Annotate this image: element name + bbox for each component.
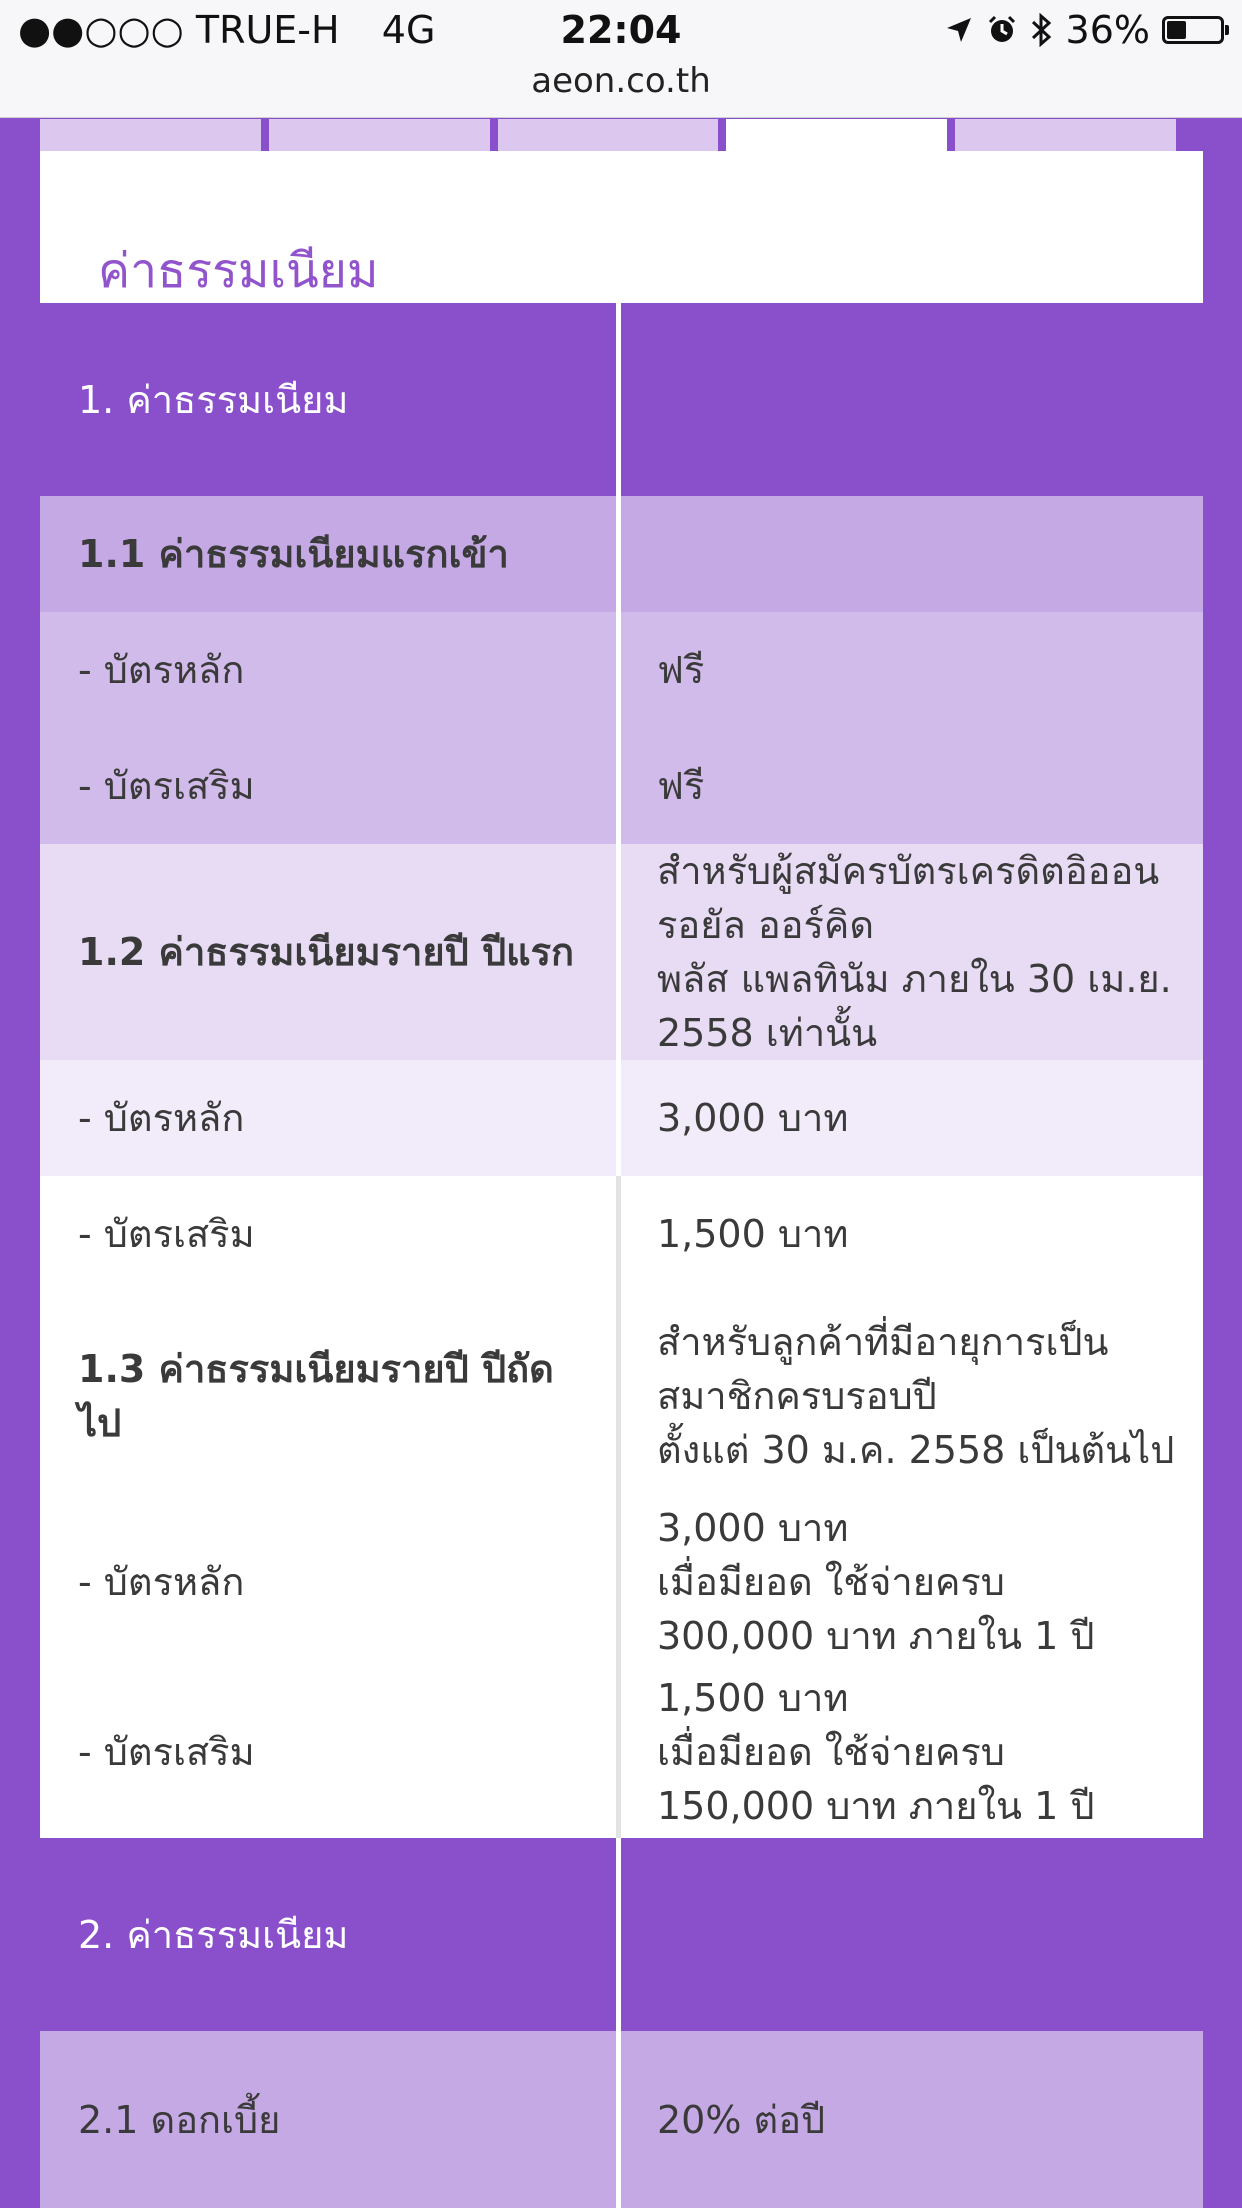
fee-label-cell: 1.3 ค่าธรรมเนียมรายปี ปีถัดไป bbox=[40, 1292, 621, 1499]
fee-label-cell: - บัตรหลัก bbox=[40, 1060, 621, 1176]
battery-icon bbox=[1162, 16, 1224, 44]
table-row bbox=[40, 1176, 1203, 1292]
section-row bbox=[40, 1838, 1203, 2031]
tab-2[interactable] bbox=[269, 119, 490, 151]
card-title: ค่าธรรมเนียม bbox=[98, 243, 379, 299]
subsection-row bbox=[40, 496, 1203, 612]
fee-value-cell bbox=[621, 496, 1203, 612]
tab-4[interactable] bbox=[726, 119, 947, 151]
clock: 22:04 bbox=[560, 8, 682, 52]
status-icons bbox=[944, 8, 1224, 52]
fee-value-cell: 1,500 บาท bbox=[657, 1212, 849, 1256]
fee-label-cell: 1.1 ค่าธรรมเนียมแรกเข้า bbox=[40, 496, 621, 612]
table-row bbox=[40, 612, 1203, 728]
fee-value-cell: 20% ต่อปี bbox=[657, 2097, 826, 2142]
url-domain: aeon.co.th bbox=[531, 61, 711, 101]
fee-label-cell: 2.1 ดอกเบี้ย bbox=[40, 2031, 621, 2208]
battery-percent: 36% bbox=[1065, 8, 1150, 52]
battery-level bbox=[1167, 21, 1186, 39]
fee-value-cell: สำหรับผู้สมัครบัตรเครดิตอิออน รอยัล ออร์คิด พลัส แพลทินัม ภายใน 30 เม.ย. 2558 เท่านั้น bbox=[657, 849, 1172, 1055]
fee-value-cell: 3,000 บาท เมื่อมียอด ใช้จ่ายครบ 300,000 บาท ภายใน 1 ปี bbox=[657, 1506, 1095, 1658]
tab-5[interactable] bbox=[955, 119, 1176, 151]
fee-card bbox=[40, 151, 1203, 2208]
fee-label-cell: 2. ค่าธรรมเนียม bbox=[40, 1838, 621, 2031]
fee-label-cell: - บัตรหลัก bbox=[40, 612, 621, 728]
fee-value-cell bbox=[621, 1838, 1203, 2031]
fee-value-cell bbox=[621, 303, 1203, 496]
subsection-row bbox=[40, 1292, 1203, 1499]
tab-3[interactable] bbox=[498, 119, 719, 151]
fee-label-cell: - บัตรเสริม bbox=[40, 728, 621, 844]
bluetooth-icon bbox=[1030, 13, 1054, 47]
subsection-row bbox=[40, 844, 1203, 1060]
section-row bbox=[40, 303, 1203, 496]
fee-value-cell: ฟรี bbox=[657, 764, 705, 808]
table-row bbox=[40, 728, 1203, 844]
carrier-label: ●●○○○ TRUE-H bbox=[18, 8, 340, 52]
fee-value-cell: 3,000 บาท bbox=[657, 1096, 849, 1140]
table-row bbox=[40, 1499, 1203, 1665]
url-bar[interactable] bbox=[0, 61, 1242, 118]
fee-value-cell: ฟรี bbox=[657, 648, 705, 692]
status-bar bbox=[0, 0, 1242, 64]
table-row bbox=[40, 1665, 1203, 1838]
tab-strip bbox=[40, 119, 1176, 151]
fee-label-cell: - บัตรเสริม bbox=[40, 1176, 621, 1292]
tab-1[interactable] bbox=[40, 119, 261, 151]
network-type: 4G bbox=[381, 8, 436, 52]
table-row bbox=[40, 1060, 1203, 1176]
fee-label-cell: 1. ค่าธรรมเนียม bbox=[40, 303, 621, 496]
fee-value-cell: สำหรับลูกค้าที่มีอายุการเป็นสมาชิกครบรอบปี ตั้งแต่ 30 ม.ค. 2558 เป็นต้นไป bbox=[657, 1319, 1175, 1472]
fee-label-cell: - บัตรเสริม bbox=[40, 1665, 621, 1838]
table-row bbox=[40, 2031, 1203, 2208]
fee-label-cell: 1.2 ค่าธรรมเนียมรายปี ปีแรก bbox=[40, 844, 621, 1060]
location-arrow-icon bbox=[944, 15, 974, 45]
fee-value-cell: 1,500 บาท เมื่อมียอด ใช้จ่ายครบ 150,000 บาท ภายใน 1 ปี bbox=[657, 1675, 1095, 1828]
fee-label-cell: - บัตรหลัก bbox=[40, 1499, 621, 1665]
alarm-clock-icon bbox=[986, 14, 1018, 46]
